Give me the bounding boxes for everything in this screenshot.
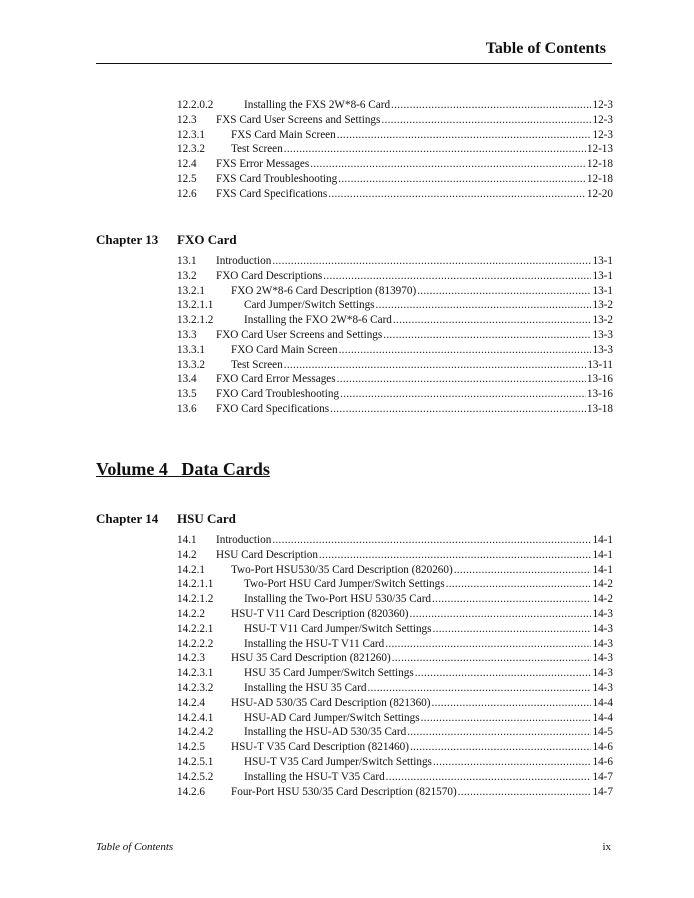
- toc-entry-page: 13-16: [586, 373, 613, 386]
- toc-entry-title: HSU-T V35 Card Jumper/Switch Settings: [244, 755, 432, 768]
- toc-leader-dots: [391, 98, 591, 113]
- toc-entry-page: 12-3: [592, 128, 613, 141]
- toc-entry-title: Test Screen: [231, 358, 283, 371]
- toc-entry[interactable]: [177, 172, 613, 187]
- toc-leader-dots: [393, 313, 592, 328]
- toc-entry-title: HSU Card Description: [216, 548, 318, 561]
- toc-entry-title: Two-Port HSU Card Jumper/Switch Settings: [244, 578, 445, 591]
- toc-leader-dots: [407, 725, 591, 740]
- toc-entry[interactable]: [177, 666, 613, 681]
- toc-entry-title: HSU-AD 530/35 Card Description (821360): [231, 696, 431, 709]
- toc-entry-title: FXO Card Error Messages: [216, 373, 336, 386]
- toc-leader-dots: [328, 187, 586, 202]
- toc-entry-page: 14-3: [592, 681, 613, 694]
- toc-entry-number: 12.6: [177, 187, 197, 200]
- toc-entry-page: 13-2: [592, 299, 613, 312]
- toc-entry-page: 12-20: [586, 187, 613, 200]
- toc-entry-title: HSU-T V11 Card Jumper/Switch Settings: [244, 622, 432, 635]
- toc-entry-title: HSU-AD Card Jumper/Switch Settings: [244, 711, 420, 724]
- toc-entry[interactable]: [177, 592, 613, 607]
- toc-entry-number: 13.3: [177, 328, 197, 341]
- chapter-13-heading: [96, 232, 237, 248]
- page-header-title: Table of Contents: [485, 40, 606, 57]
- toc-entry[interactable]: [177, 328, 613, 343]
- toc-entry[interactable]: [177, 187, 613, 202]
- toc-entry-number: 14.2.1.1: [177, 578, 214, 591]
- toc-leader-dots: [376, 298, 592, 313]
- toc-entry-page: 13-1: [592, 255, 613, 267]
- toc-entry-number: 14.2.4.2: [177, 726, 214, 739]
- toc-entry-number: 13.4: [177, 373, 197, 386]
- toc-entry-page: 14-4: [592, 711, 613, 724]
- volume-label: Volume 4: [96, 459, 168, 479]
- toc-entry-number: 14.2.4: [177, 696, 205, 709]
- footer-section-name: Table of Contents: [96, 841, 174, 853]
- toc-entry-title: Test Screen: [231, 143, 283, 156]
- toc-entry-title: FXO 2W*8-6 Card Description (813970): [231, 284, 417, 297]
- toc-leader-dots: [433, 622, 592, 637]
- toc-leader-dots: [323, 269, 591, 284]
- toc-entry-title: FXO Card Specifications: [216, 402, 330, 415]
- toc-entry-page: 14-4: [592, 696, 613, 709]
- toc-entry-title: FXS Error Messages: [216, 158, 310, 171]
- toc-entry-number: 14.2.5.1: [177, 755, 214, 768]
- toc-entry[interactable]: [177, 681, 613, 696]
- toc-entry-page: 14-3: [592, 667, 613, 680]
- toc-entry-title: Installing the FXS 2W*8-6 Card: [244, 99, 391, 111]
- toc-entry[interactable]: [177, 298, 613, 313]
- toc-entry-page: 13-16: [586, 388, 613, 401]
- toc-entry-title: Installing the FXO 2W*8-6 Card: [244, 314, 392, 327]
- toc-entry-number: 14.2.1.2: [177, 593, 214, 606]
- toc-entry-title: Introduction: [216, 534, 272, 546]
- toc-entry-page: 14-1: [592, 563, 613, 576]
- toc-entry[interactable]: [177, 284, 613, 299]
- toc-entry-page: 14-6: [592, 755, 613, 768]
- toc-entry-number: 13.3.2: [177, 358, 205, 371]
- toc-entry-number: 14.2.3.2: [177, 681, 214, 694]
- toc-entry-title: Installing the Two-Port HSU 530/35 Card: [244, 593, 432, 606]
- toc-leader-dots: [385, 637, 591, 652]
- toc-entry-title: FXO Card User Screens and Settings: [216, 328, 383, 341]
- toc-entry[interactable]: [177, 343, 613, 358]
- toc-entry-page: 14-7: [592, 785, 613, 798]
- toc-section-12: [177, 98, 613, 202]
- toc-entry-page: 14-5: [592, 726, 613, 739]
- toc-entry-title: FXO Card Main Screen: [231, 343, 338, 356]
- toc-entry[interactable]: [177, 387, 613, 402]
- toc-leader-dots: [272, 254, 591, 269]
- toc-entry-title: HSU 35 Card Jumper/Switch Settings: [244, 667, 414, 680]
- toc-entry-page: 14-1: [592, 534, 613, 546]
- toc-entry[interactable]: [177, 533, 613, 548]
- toc-entry[interactable]: [177, 269, 613, 284]
- toc-entry[interactable]: [177, 725, 613, 740]
- toc-leader-dots: [415, 666, 592, 681]
- toc-entry-number: 13.2: [177, 269, 197, 282]
- toc-entry[interactable]: [177, 157, 613, 172]
- toc-leader-dots: [433, 755, 592, 770]
- chapter-14-title: HSU Card: [177, 511, 236, 526]
- toc-leader-dots: [381, 113, 591, 128]
- toc-entry-page: 14-3: [592, 652, 613, 665]
- toc-entry-number: 14.2.3.1: [177, 667, 214, 680]
- toc-entry-number: 13.3.1: [177, 343, 205, 356]
- toc-leader-dots: [417, 284, 591, 299]
- chapter-14-heading: [96, 511, 236, 527]
- toc-entry[interactable]: [177, 696, 613, 711]
- toc-entry-title: Installing the HSU-AD 530/35 Card: [244, 726, 407, 739]
- toc-leader-dots: [272, 533, 591, 548]
- toc-entry-title: Installing the HSU-T V35 Card: [244, 770, 385, 783]
- toc-entry-page: 14-3: [592, 637, 613, 650]
- toc-entry-title: FXS Card User Screens and Settings: [216, 113, 381, 126]
- toc-entry-number: 14.2.3: [177, 652, 205, 665]
- toc-entry-page: 12-13: [586, 143, 613, 156]
- toc-entry-title: FXO Card Troubleshooting: [216, 388, 340, 401]
- toc-leader-dots: [432, 696, 592, 711]
- toc-entry[interactable]: [177, 142, 613, 157]
- toc-entry-number: 13.2.1.1: [177, 299, 214, 312]
- toc-entry-title: FXS Card Main Screen: [231, 128, 336, 141]
- toc-entry[interactable]: [177, 607, 613, 622]
- toc-entry-number: 13.6: [177, 402, 197, 415]
- toc-entry[interactable]: [177, 313, 613, 328]
- toc-entry[interactable]: [177, 372, 613, 387]
- toc-leader-dots: [446, 577, 592, 592]
- toc-entry-title: HSU-T V11 Card Description (820360): [231, 607, 409, 620]
- toc-entry[interactable]: [177, 254, 613, 269]
- toc-entry-title: Card Jumper/Switch Settings: [244, 299, 375, 312]
- toc-leader-dots: [410, 740, 592, 755]
- toc-entry-number: 14.2.2.1: [177, 622, 214, 635]
- toc-leader-dots: [410, 607, 592, 622]
- toc-entry-number: 14.2.1: [177, 563, 205, 576]
- chapter-13-label: Chapter 13: [96, 232, 159, 247]
- toc-entry[interactable]: [177, 711, 613, 726]
- toc-entry-page: 13-2: [592, 314, 613, 327]
- toc-entry-title: FXS Card Specifications: [216, 187, 328, 200]
- toc-entry-title: Two-Port HSU530/35 Card Description (820260): [231, 563, 453, 576]
- toc-entry-number: 12.4: [177, 158, 197, 171]
- toc-leader-dots: [284, 358, 587, 373]
- toc-leader-dots: [454, 563, 592, 578]
- toc-entry-title: HSU 35 Card Description (821260): [231, 652, 391, 665]
- toc-entry[interactable]: [177, 755, 613, 770]
- volume-title: Data Cards: [181, 459, 270, 479]
- toc-entry-number: 14.2.5: [177, 741, 205, 754]
- toc-leader-dots: [392, 651, 592, 666]
- toc-entry-title: Four-Port HSU 530/35 Card Description (821570): [231, 785, 457, 798]
- toc-entry-number: 14.2: [177, 548, 197, 561]
- toc-entry[interactable]: [177, 740, 613, 755]
- toc-entry[interactable]: [177, 651, 613, 666]
- toc-entry[interactable]: [177, 622, 613, 637]
- toc-entry-title: FXS Card Troubleshooting: [216, 172, 338, 185]
- volume-4-heading: [96, 459, 270, 480]
- toc-entry-page: 14-7: [592, 770, 613, 783]
- toc-entry[interactable]: [177, 577, 613, 592]
- toc-entry[interactable]: [177, 785, 613, 800]
- toc-entry-number: 12.2.0.2: [177, 99, 214, 111]
- chapter-14-label: Chapter 14: [96, 511, 159, 526]
- toc-entry-number: 13.5: [177, 388, 197, 401]
- toc-entry-page: 13-1: [592, 269, 613, 282]
- toc-entry-number: 14.1: [177, 534, 197, 546]
- toc-leader-dots: [386, 770, 592, 785]
- toc-entry-page: 14-3: [592, 607, 613, 620]
- footer-page-number: ix: [602, 841, 611, 853]
- chapter-13-title: FXO Card: [177, 232, 237, 247]
- toc-leader-dots: [284, 142, 586, 157]
- toc-leader-dots: [337, 128, 592, 143]
- toc-entry-title: HSU-T V35 Card Description (821460): [231, 741, 409, 754]
- toc-entry-number: 13.2.1: [177, 284, 205, 297]
- toc-entry-title: Installing the HSU 35 Card: [244, 681, 367, 694]
- toc-leader-dots: [319, 548, 592, 563]
- toc-entry-page: 12-3: [592, 113, 613, 126]
- toc-leader-dots: [367, 681, 591, 696]
- toc-entry-number: 12.3.1: [177, 128, 205, 141]
- toc-entry-number: 12.3.2: [177, 143, 205, 156]
- toc-entry-number: 14.2.2: [177, 607, 205, 620]
- toc-leader-dots: [337, 372, 586, 387]
- toc-entry-page: 13-3: [592, 343, 613, 356]
- toc-entry-page: 13-18: [586, 402, 613, 415]
- toc-entry-number: 14.2.6: [177, 785, 205, 798]
- toc-entry-title: FXO Card Descriptions: [216, 269, 323, 282]
- toc-entry-number: 14.2.5.2: [177, 770, 214, 783]
- toc-entry-page: 14-2: [592, 578, 613, 591]
- toc-leader-dots: [340, 387, 586, 402]
- toc-entry-page: 12-18: [586, 158, 613, 171]
- toc-entry-page: 14-2: [592, 593, 613, 606]
- toc-entry[interactable]: [177, 770, 613, 785]
- toc-entry-page: 12-18: [586, 172, 613, 185]
- toc-entry[interactable]: [177, 128, 613, 143]
- toc-entry[interactable]: [177, 113, 613, 128]
- toc-entry-page: 13-11: [587, 358, 613, 371]
- toc-leader-dots: [330, 402, 586, 417]
- toc-leader-dots: [383, 328, 591, 343]
- toc-entry[interactable]: [177, 563, 613, 578]
- toc-entry-number: 13.1: [177, 255, 197, 267]
- toc-entry-page: 14-3: [592, 622, 613, 635]
- toc-entry[interactable]: [177, 402, 613, 417]
- toc-entry-number: 14.2.4.1: [177, 711, 214, 724]
- toc-entry-number: 14.2.2.2: [177, 637, 214, 650]
- toc-section-13: [177, 254, 613, 417]
- toc-entry-page: 13-3: [592, 328, 613, 341]
- header-rule: [96, 63, 612, 64]
- toc-entry-page: 12-3: [592, 99, 613, 111]
- toc-entry-title: Introduction: [216, 255, 272, 267]
- toc-entry-number: 12.3: [177, 113, 197, 126]
- toc-leader-dots: [432, 592, 591, 607]
- toc-leader-dots: [339, 343, 592, 358]
- toc-entry-page: 14-6: [592, 741, 613, 754]
- toc-leader-dots: [310, 157, 586, 172]
- toc-entry[interactable]: [177, 98, 613, 113]
- toc-entry-page: 14-1: [592, 548, 613, 561]
- toc-entry-page: 13-1: [592, 284, 613, 297]
- toc-section-14: [177, 533, 613, 799]
- toc-entry[interactable]: [177, 637, 613, 652]
- toc-entry-title: Installing the HSU-T V11 Card: [244, 637, 385, 650]
- toc-entry[interactable]: [177, 358, 613, 373]
- toc-entry[interactable]: [177, 548, 613, 563]
- toc-entry-number: 13.2.1.2: [177, 314, 214, 327]
- toc-leader-dots: [458, 785, 592, 800]
- toc-leader-dots: [421, 711, 592, 726]
- toc-leader-dots: [338, 172, 586, 187]
- toc-entry-number: 12.5: [177, 172, 197, 185]
